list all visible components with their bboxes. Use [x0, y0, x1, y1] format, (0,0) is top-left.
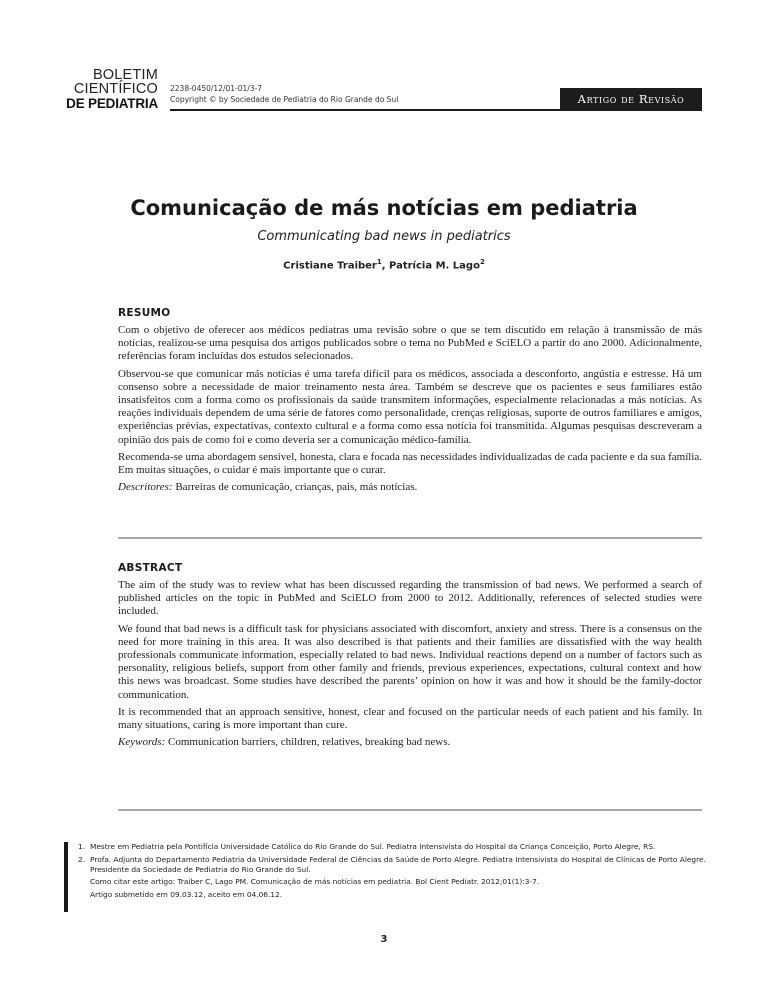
- abstract-paragraph: We found that bad news is a difficult task for physicians associated with discomfort, anxiety and stress. There is a consensus on the need for more training in this area. It was also described is that patients and their families are dissatisfied with the way health professionals communicate information, especially related to bad news. Individual reactions depend on a number of factors such as personality, religious beliefs, support from other family and friends, previous experiences, expectations, cultural context and how this news was broadcast. Some studies have described the parents’ opinion on how it was and how it should be the family-doctor communication.: [118, 622, 702, 701]
- submission-dates: Artigo submetido em 09.03.12, aceito em 04.06.12.: [90, 890, 283, 900]
- page-number: 3: [380, 934, 388, 945]
- author-name: Cristiane Traiber: [283, 260, 377, 272]
- article-subtitle: Communicating bad news in pediatrics: [257, 229, 511, 244]
- resumo-paragraph: Com o objetivo de oferecer aos médicos pediatras uma revisão sobre o que se tem discutido em relação à transmissão de más notícias, realizou-se uma pesquisa dos artigos publicados sobre o tema no PubMed e SciELO a partir do ano 2000. Adicionalmente, referências foram incluídas dos estudos selecionados.: [118, 324, 702, 363]
- resumo-paragraph: Recomenda-se uma abordagem sensível, honesta, clara e focada nas necessidades individualizadas de cada paciente e da sua família. Em muitas situações, o cuidar é mais importante que o curar.: [118, 450, 702, 477]
- logo-line-cientifico: CIENTÍFICO: [73, 81, 158, 97]
- journal-logo: [62, 68, 158, 112]
- resumo-heading: RESUMO: [118, 307, 171, 319]
- footnote-text: Profa. Adjunta do Departamento Pediatria da Universidade Federal de Ciências da Saúde de Porto Alegre. Pediatra Intensivista do Hospital de Clínicas de Porto Alegre. Presidente da Sociedade de Pediatria do Rio Grande do Sul.: [90, 854, 706, 874]
- header-rule: [170, 109, 702, 111]
- footnote-bar: [64, 842, 68, 912]
- resumo-keywords: [118, 481, 702, 494]
- footnote: [78, 842, 708, 852]
- abstract-keywords: [118, 736, 702, 749]
- resumo-section: [118, 307, 702, 498]
- author-affiliation-mark: 1: [376, 258, 382, 266]
- citation-note: Como citar este artigo: Traiber C, Lago PM. Comunicação de más notícias em pediatria. Bol Cient Pediatr. 2012;01(1):3-7.: [90, 877, 540, 887]
- footnote-text: Mestre em Pediatria pela Pontifícia Universidade Católica do Rio Grande do Sul. Pediatra Intensivista do Hospital da Criança Conceição, Porto Alegre, RS.: [90, 842, 656, 851]
- resumo-paragraph: Observou-se que comunicar más notícias é uma tarefa difícil para os médicos, associada a desconforto, angústia e estresse. Há um consenso sobre a necessidade de maior treinamento nesta área. Também se descreve que os pacientes e seus familiares estão insatisfeitos com a forma como os profissionais da saúde transmitem informações, especialmente relacionadas a más notícias. As reações individuais dependem de uma série de fatores como personalidade, crenças religiosas, suporte de outros familiares e amigos, experiências prévias, expectativas, contexto cultural e a forma como essa notícia foi transmitida. Algumas pesquisas descreveram a opinião dos pais de como foi e como deveria ser a comunicação médico-família.: [118, 367, 703, 446]
- author-affiliation-mark: 2: [479, 258, 485, 266]
- keywords-text: Communication barriers, children, relatives, breaking bad news.: [165, 736, 451, 749]
- footnote-number: 1.: [78, 842, 86, 851]
- footnotes: [78, 842, 708, 903]
- keywords-label: Keywords:: [118, 736, 166, 749]
- section-divider: [118, 537, 702, 539]
- issn: 2238-0450/12/01-01/3-7: [170, 84, 263, 93]
- footnote: [78, 855, 708, 875]
- authors: [0, 258, 768, 271]
- author-separator: ,: [381, 260, 390, 272]
- abstract-paragraph: It is recommended that an approach sensitive, honest, clear and focused on the particular needs of each patient and his family. In many situations, caring is more important than cure.: [118, 705, 702, 732]
- logo-line-pediatria: DE PEDIATRIA: [66, 96, 158, 111]
- journal-meta: [170, 83, 398, 105]
- abstract-section: [118, 562, 702, 753]
- abstract-heading: ABSTRACT: [118, 562, 183, 574]
- footnote-number: 2.: [78, 854, 86, 864]
- logo-line-boletim: BOLETIM: [92, 67, 158, 83]
- keywords-label: Descritores:: [118, 481, 173, 494]
- abstract-paragraph: The aim of the study was to review what has been discussed regarding the transmission of bad news. We performed a search of published articles on the topic in PubMed and SciELO from 2000 to 2012. Additionally, references of selected studies were included.: [118, 579, 702, 618]
- copyright: Copyright © by Sociedade de Pediatria do Rio Grande do Sul: [170, 95, 399, 104]
- section-divider: [118, 809, 702, 811]
- article-title: Comunicação de más notícias em pediatria: [130, 196, 638, 220]
- author-name: Patrícia M. Lago: [389, 260, 480, 272]
- keywords-text: Barreiras de comunicação, crianças, pais, más notícias.: [172, 481, 418, 494]
- section-banner: Artigo de Revisão: [560, 88, 702, 110]
